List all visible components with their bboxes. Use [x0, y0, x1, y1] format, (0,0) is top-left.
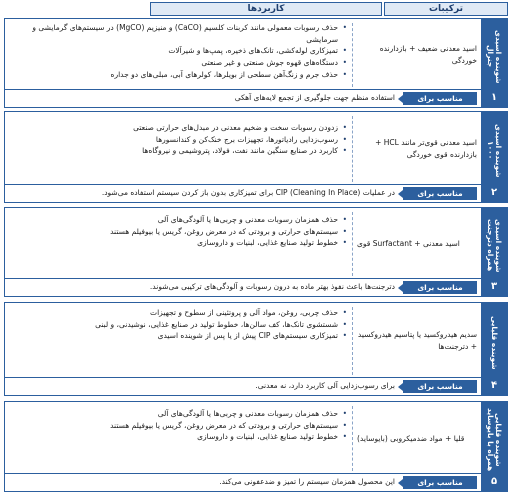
divider [352, 23, 353, 87]
composition-text: قلیا + مواد ضدمیکروبی (بایوساید) [357, 433, 465, 443]
divider [352, 212, 353, 276]
list-item: • سیستم‌های حرارتی و برودتی که در معرض روغن، گریس یا بیوفیلم هستند [11, 226, 347, 238]
section-footer [5, 278, 481, 296]
composition-text: اسید معدنی ضعیف + بازدارنده خوردگی [379, 44, 477, 65]
section-alkaline-biocide [4, 401, 508, 492]
list-item: • تمیزکاری لوله‌کشی، تانک‌های ذخیره، پمپ‌ها و شیرآلات [11, 45, 347, 57]
section-footer [5, 184, 481, 202]
list-item: • حذف رسوبات معمولی مانند کربنات کلسیم (CaCO) و منیزیم (MgCO) در سیستم‌های گرمایشی و سرمایشی [11, 22, 347, 45]
list-item: • زدودن رسوبات سخت و ضخیم معدنی در مبدل‌های حرارتی صنعتی [11, 122, 347, 134]
footer-text: دترجنت‌ها باعث نفوذ بهتر ماده به درون رسوبات و آلودگی‌های ترکیبی می‌شوند. [149, 282, 395, 291]
list-item: • سیستم‌های حرارتی و برودتی که در معرض روغن، گریس یا بیوفیلم هستند [11, 420, 347, 432]
side-title: شوینده قلیایی همراه با بایوساید [486, 408, 503, 472]
side-banner [481, 402, 507, 491]
footer-text: استفاده منظم جهت جلوگیری از تجمع لایه‌های آهکی [234, 93, 395, 102]
section-general-acid [4, 18, 508, 108]
list-item: • کاربرد در صنایع سنگین مانند نفت، فولاد، پتروشیمی و نیروگاه‌ها [11, 145, 347, 157]
section-footer [5, 89, 481, 107]
applications-list [11, 214, 347, 249]
side-banner [481, 208, 507, 296]
list-item: • تمیزکاری سیستم‌های CIP پیش از یا پس از شوینده اسیدی [11, 330, 347, 342]
applications-list [11, 408, 347, 443]
divider [352, 406, 353, 471]
composition-header: ترکیبات [384, 2, 508, 16]
list-item: • دستگاه‌های قهوه جوش صنعتی و غیر صنعتی [11, 57, 347, 69]
divider [352, 116, 353, 182]
side-title: شوینده اسیدی همراه دترجنت [486, 218, 503, 273]
suitable-for-tag: مناسب برای [403, 187, 477, 200]
applications-list [11, 22, 347, 80]
list-item: • حذف چربی، روغن، مواد آلی و پروتئینی از سطوح و تجهیزات [11, 307, 347, 319]
list-item: • خطوط تولید صنایع غذایی، لبنیات و دارو‌سازی [11, 237, 347, 249]
side-banner [481, 303, 507, 395]
list-item: • رسوب‌زدایی رادیاتورها، تجهیزات برج خنک‌کن و کندانسورها [11, 134, 347, 146]
applications-header: کاربردها [150, 2, 382, 16]
section-number: ۱ [490, 92, 498, 103]
footer-text: برای رسوب‌زدایی آلی کاربرد دارد، نه معدنی. [255, 381, 395, 390]
suitable-for-tag: مناسب برای [403, 92, 477, 105]
section-number: ۲ [490, 187, 498, 198]
section-acid-detergent [4, 207, 508, 297]
section-footer [5, 473, 481, 491]
composition-text: اسید معدنی قوی‌تر مانند HCL + بازدارنده قوی خوردگی [375, 138, 477, 159]
suitable-for-tag: مناسب برای [403, 476, 477, 489]
section-footer [5, 377, 481, 395]
side-title: شوینده قلیایی [489, 315, 499, 370]
list-item: • حذف همزمان رسوبات معدنی و چربی‌ها یا آلودگی‌های آلی [11, 408, 347, 420]
list-item: • حذف جرم و زنگ‌آهن سطحی از بویلرها، کولرهای آبی، مبلی‌های دو جداره [11, 69, 347, 81]
section-number: ۴ [490, 380, 498, 391]
side-banner [481, 19, 507, 107]
footer-text: این محصول همزمان سیستم را تمیز و ضدعفونی می‌کند. [219, 477, 395, 486]
applications-list [11, 307, 347, 342]
side-title: شوینده اسیدی جنرال [486, 29, 503, 84]
side-banner [481, 112, 507, 202]
composition-text: اسید معدنی + Surfactant قوی [357, 239, 460, 248]
section-alkaline [4, 302, 508, 396]
divider [352, 307, 353, 375]
footer-text: در عملیات CIP (Cleaning In Place) برای تمیزکاری بدون باز کردن سیستم استفاده می‌شود. [101, 188, 395, 197]
composition-text: سدیم هیدروکسید یا پتاسیم هیدروکسید + دترجنت‌ها [357, 330, 477, 351]
section-acid-1000 [4, 111, 508, 203]
suitable-for-tag: مناسب برای [403, 380, 477, 393]
section-number: ۳ [490, 281, 498, 292]
suitable-for-tag: مناسب برای [403, 281, 477, 294]
applications-list [11, 122, 347, 157]
list-item: • شستشوی تانک‌ها، کف سالن‌ها، خطوط تولید در صنایع غذایی، نوشیدنی، و لبنی [11, 319, 347, 331]
list-item: • خطوط تولید صنایع غذایی، لبنیات و دارو‌سازی [11, 431, 347, 443]
list-item: • حذف همزمان رسوبات معدنی و چربی‌ها یا آلودگی‌های آلی [11, 214, 347, 226]
side-title: شوینده اسیدی ۱۰۰۰ [486, 123, 503, 178]
section-number: ۵ [490, 476, 498, 487]
